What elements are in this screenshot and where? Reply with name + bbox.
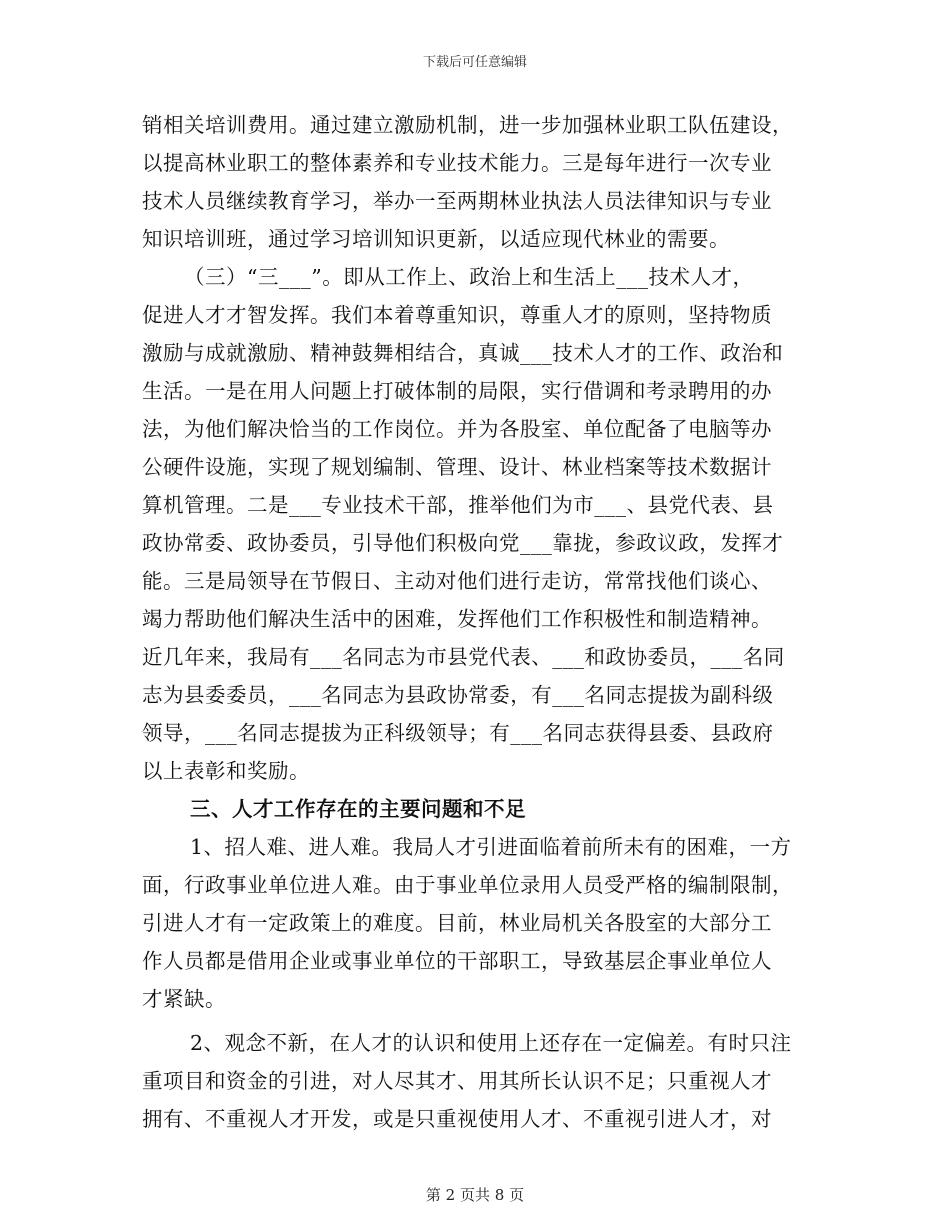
text-line: 公硬件设施，实现了规划编制、管理、设计、林业档案等技术数据计 (142, 455, 772, 479)
text-line: 引进人才有一定政策上的难度。目前，林业局机关各股室的大部分工 (142, 911, 772, 935)
text-line: 技术人员继续教育学习，举办一至两期林业执法人员法律知识与专业 (142, 189, 772, 213)
text-line: 领导，___名同志提拔为正科级领导；有___名同志获得县委、县政府 (142, 721, 774, 745)
text-line: 法，为他们解决恰当的工作岗位。并为各股室、单位配备了电脑等办 (142, 417, 772, 441)
document-body (142, 106, 810, 1138)
text-line: 重项目和资金的引进，对人尽其才、用其所长认识不足；只重视人才 (142, 1069, 772, 1093)
text-line: 知识培训班，通过学习培训知识更新，以适应现代林业的需要。 (142, 227, 730, 251)
paragraph-start: 2、观念不新，在人才的认识和使用上还存在一定偏差。有时只注 (190, 1031, 792, 1055)
text-line: 志为县委委员，___名同志为县政协常委，有___名同志提拔为副科级 (142, 683, 774, 707)
text-line: 政协常委、政协委员，引导他们积极向党___靠拢，参政议政，发挥才 (142, 531, 784, 555)
text-line: 促进人才才智发挥。我们本着尊重知识，尊重人才的原则，坚持物质 (142, 303, 772, 327)
text-line: 拥有、不重视人才开发，或是只重视使用人才、不重视引进人才，对 (142, 1107, 772, 1131)
text-line: 作人员都是借用企业或事业单位的干部职工，导致基层企事业单位人 (142, 949, 772, 973)
text-line: 生活。一是在用人问题上打破体制的局限，实行借调和考录聘用的办 (142, 379, 772, 403)
page-header: 下载后可任意编辑 (422, 55, 527, 70)
text-line: 近几年来，我局有___名同志为市县党代表、___和政协委员，___名同 (142, 645, 785, 669)
text-line: 算机管理。二是___专业技术干部，推举他们为市___、县党代表、县 (142, 493, 774, 517)
text-line: 能。三是局领导在节假日、主动对他们进行走访，常常找他们谈心、 (142, 569, 772, 593)
text-line: 以上表彰和奖励。 (142, 759, 310, 783)
text-line: 激励与成就激励、精神鼓舞相结合，真诚___技术人才的工作、政治和 (142, 341, 784, 365)
text-line: 销相关培训费用。通过建立激励机制，进一步加强林业职工队伍建设， (142, 113, 793, 137)
section-heading: 三、人才工作存在的主要问题和不足 (190, 797, 526, 821)
paragraph-start: 1、招人难、进人难。我局人才引进面临着前所未有的困难，一方 (190, 835, 792, 859)
text-line: 面，行政事业单位进人难。由于事业单位录用人员受严格的编制限制， (142, 873, 793, 897)
text-line: 才紧缺。 (142, 987, 226, 1011)
text-line: 竭力帮助他们解决生活中的困难，发挥他们工作积极性和制造精神。 (142, 607, 772, 631)
text-line: 以提高林业职工的整体素养和专业技术能力。三是每年进行一次专业 (142, 151, 772, 175)
paragraph-start: （三）“三___”。即从工作上、政治上和生活上___技术人才， (184, 265, 754, 289)
page-footer: 第 2 页共 8 页 (425, 1186, 525, 1204)
